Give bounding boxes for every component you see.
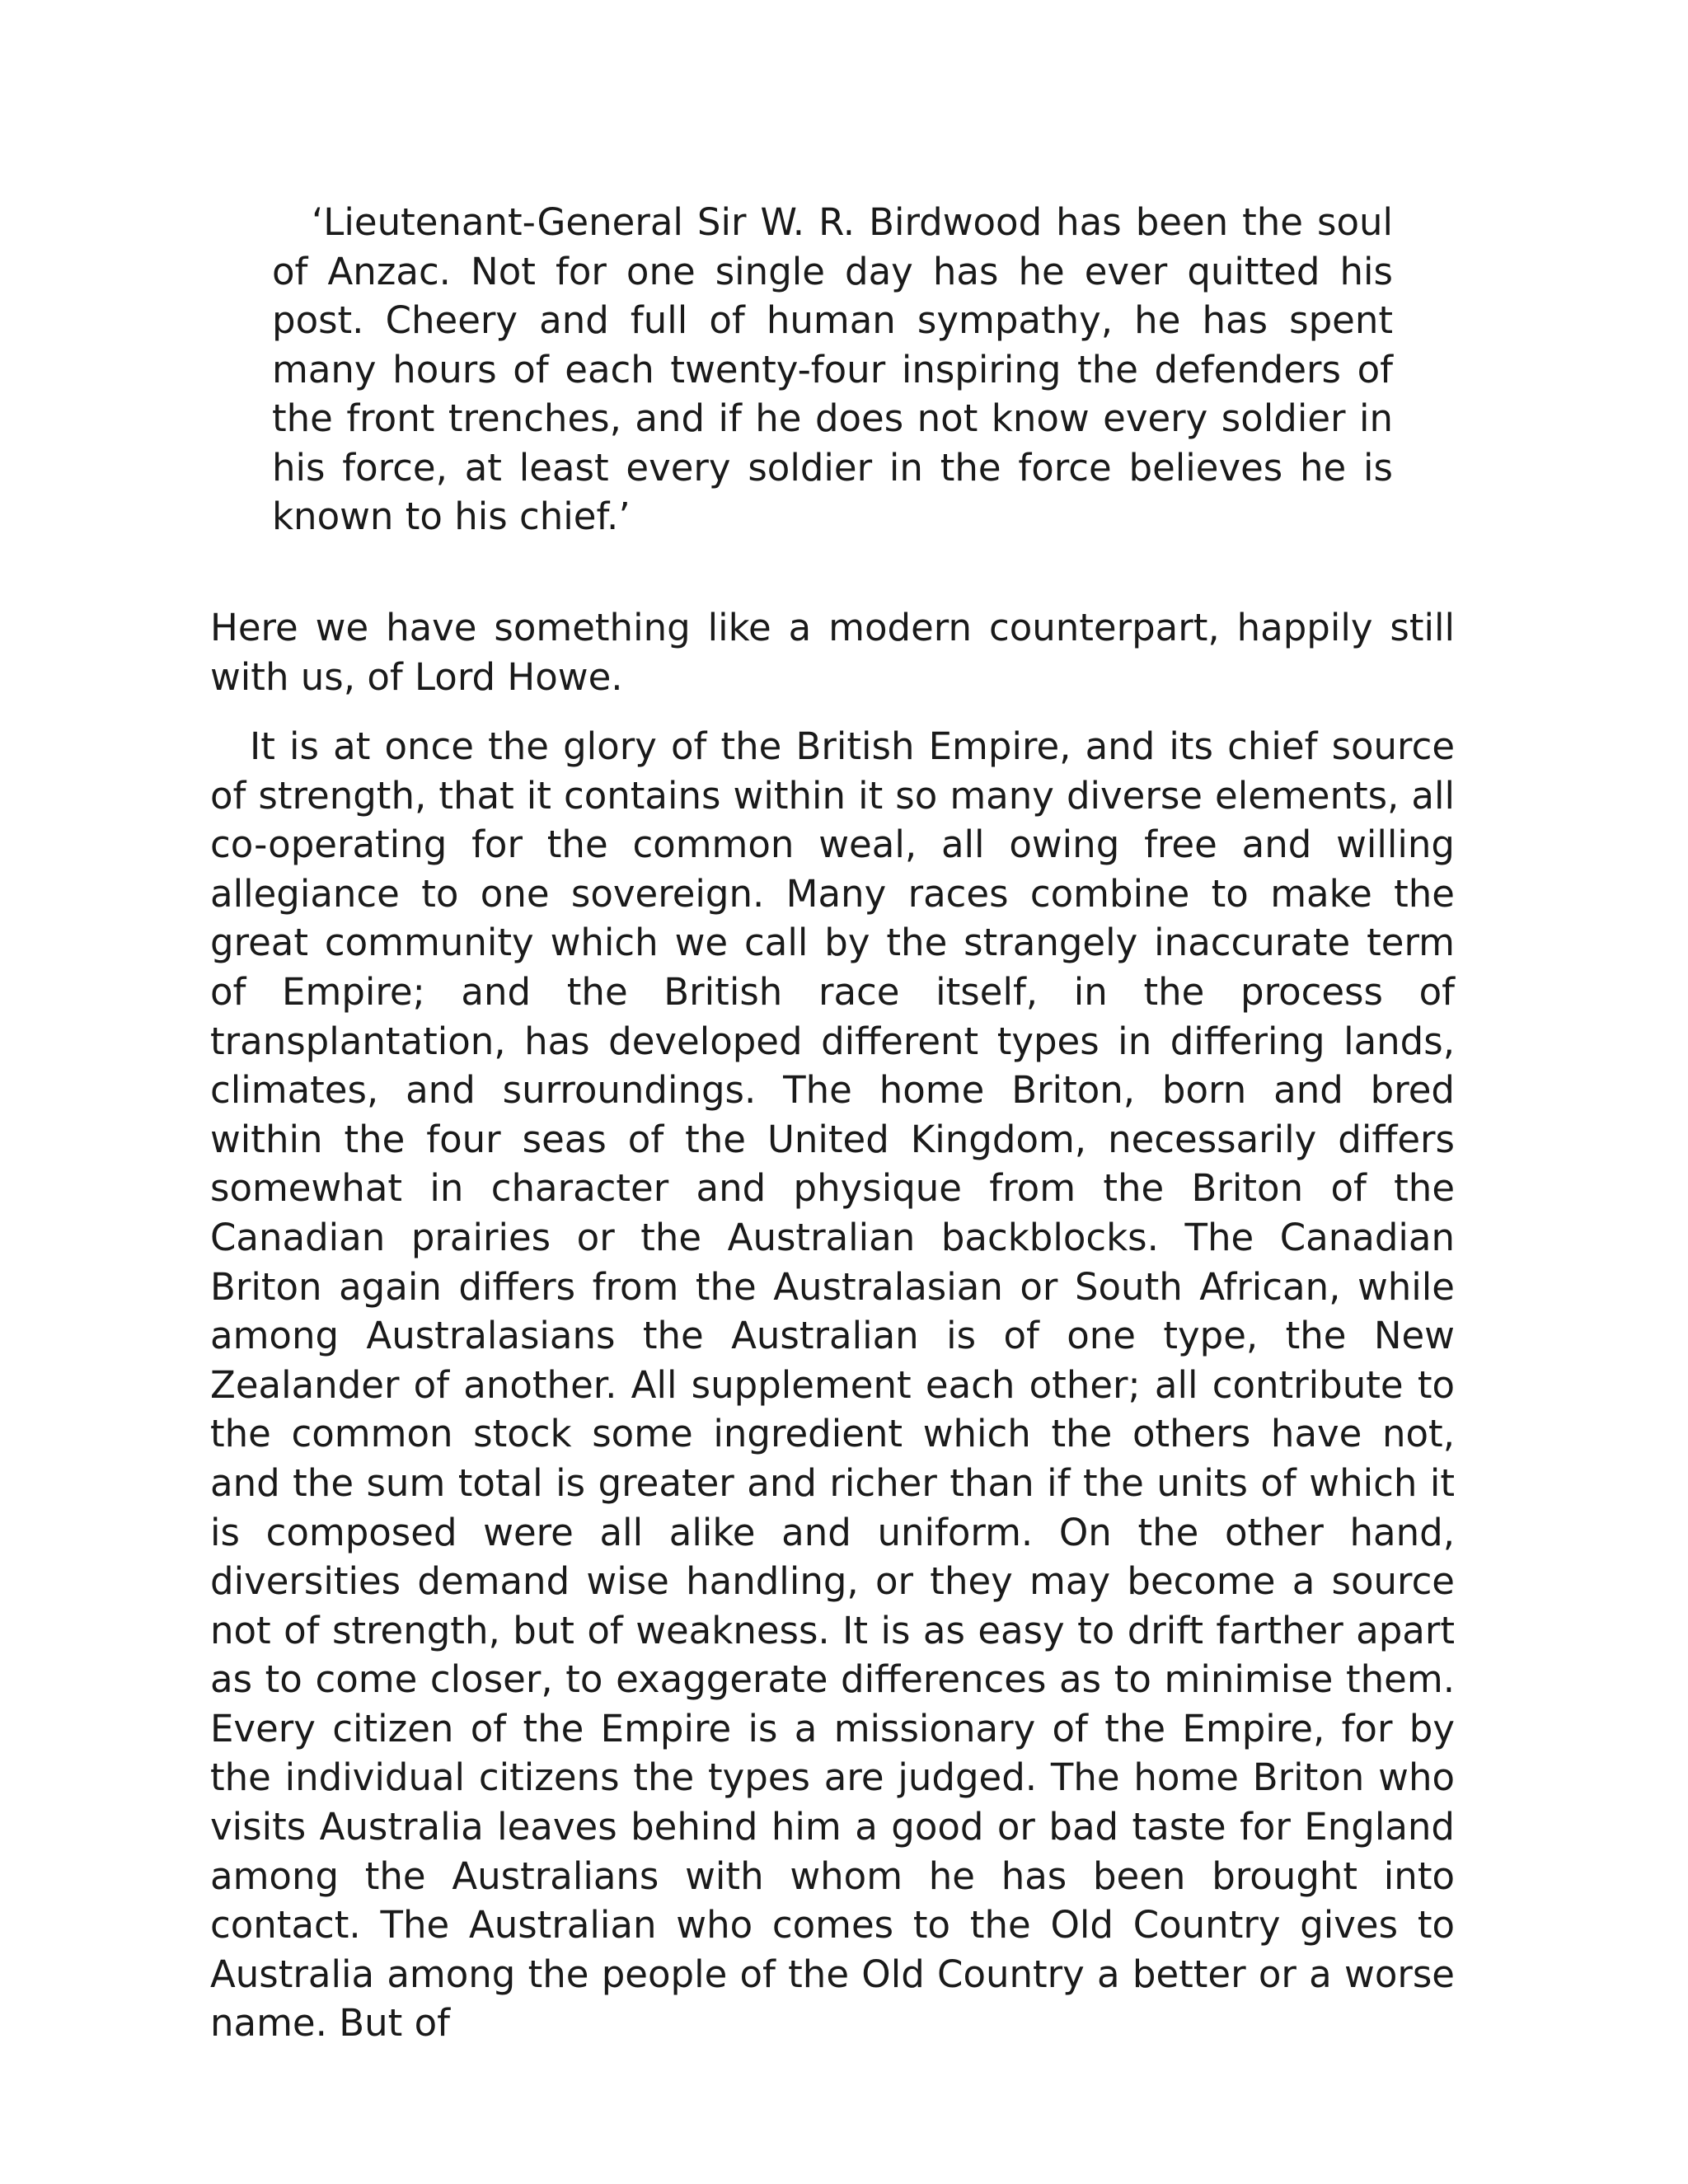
block-quote: ‘Lieutenant-General Sir W. R. Birdwood has been the soul of Anzac. Not for one single day has he ever quitted his post. Cheery and full of human sympathy, he has spent many hours of each twenty-four inspiring the defenders of the front trenches, and if he does not know every soldier in his force, at least every soldier in the force believes he is known to his chief.’ (272, 200, 1393, 538)
paragraph-british-empire: It is at once the glory of the British Empire, and its chief source of strength, that it contains within it so many diverse elements, all co-operating for the common weal, all owing free and willing allegiance to one sovereign. Many races combine to make the great community which we call by the strangely inaccurate term of Empire; and the British race itself, in the process of transplantation, has developed different types in differing lands, climates, and surroundings. The home Briton, born and bred within the four seas of the United Kingdom, necessarily differs somewhat in character and physique from the Briton of the Canadian prairies or the Australian backblocks. The Canadian Briton again differs from the Australasian or South African, while among Australasians the Australian is of one type, the New Zealander of another. All supplement each other; all contribute to the common stock some ingredient which the others have not, and the sum total is greater and richer than if the units of which it is composed were all alike and uniform. On the other hand, diversities demand wise handling, or they may become a source not of strength, but of weakness. It is as easy to drift farther apart as to come closer, to exaggerate differences as to minimise them. Every citizen of the Empire is a missionary of the Empire, for by the individual citizens the types are judged. The home Briton who visits Australia leaves behind him a good or bad taste for England among the Australians with whom he has been brought into contact. The Australian who comes to the Old Country gives to Australia among the people of the Old Country a better or a worse name. But of (210, 724, 1455, 2046)
paragraph-lord-howe: Here we have something like a modern counterpart, happily still with us, of Lord Howe. (210, 606, 1455, 699)
